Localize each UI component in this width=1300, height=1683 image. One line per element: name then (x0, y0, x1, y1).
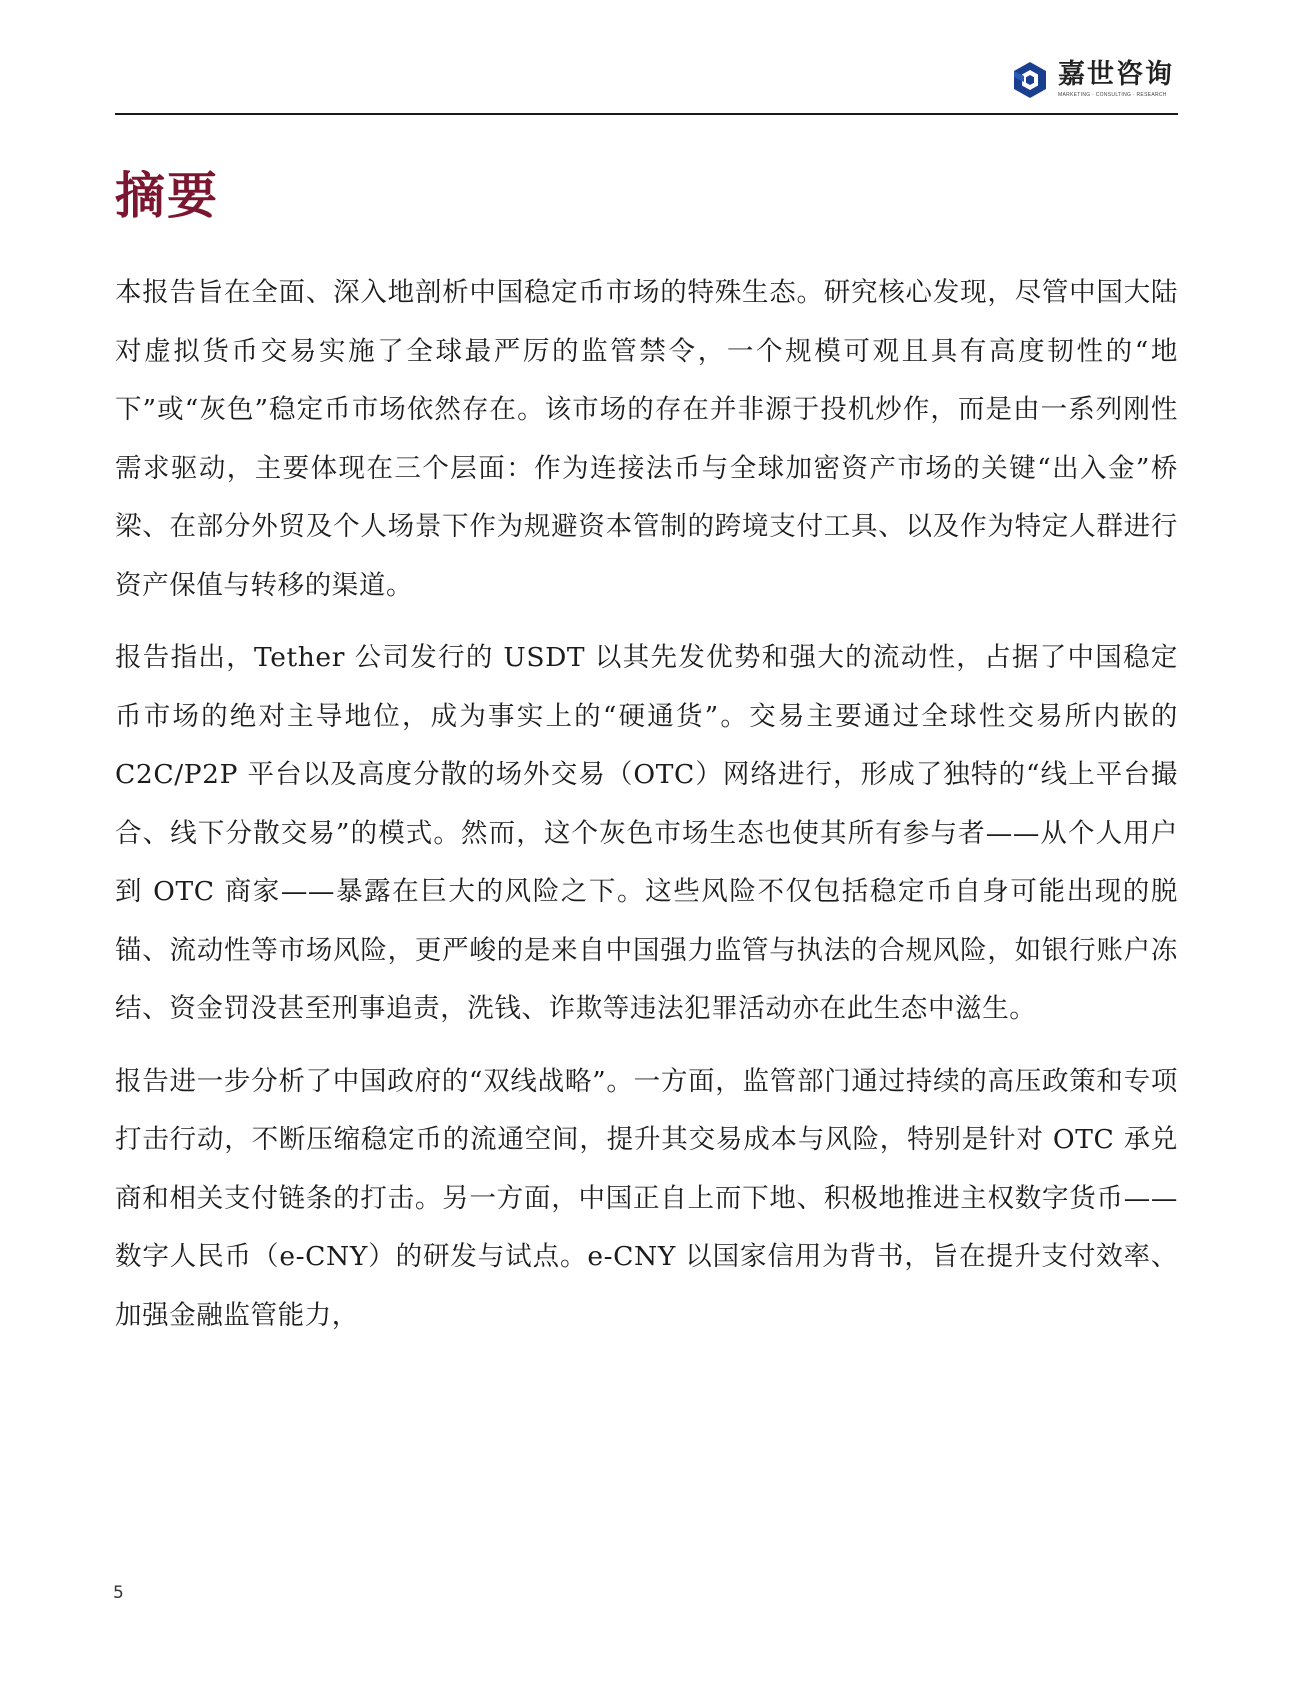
paragraph-3: 报告进一步分析了中国政府的“双线战略”。一方面，监管部门通过持续的高压政策和专项打击行动，不断压缩稳定币的流通空间，提升其交易成本与风险，特别是针对 OTC 承兑商和相关支付链条的打击。另一方面，中国正自上而下地、积极地推进主权数字货币——数字人民币（e-CNY）的研发与试点。e-CNY 以国家信用为背书，旨在提升支付效率、加强金融监管能力， (115, 1065, 1178, 1331)
page-title: 摘要 (115, 166, 219, 225)
company-logo (1010, 60, 1174, 100)
logo-mark-icon (1010, 60, 1050, 100)
page-header (115, 40, 1178, 115)
paragraph-2: 报告指出，Tether 公司发行的 USDT 以其先发优势和强大的流动性，占据了中国稳定币市场的绝对主导地位，成为事实上的“硬通货”。交易主要通过全球性交易所内嵌的 C2C/P2P 平台以及高度分散的场外交易（OTC）网络进行，形成了独特的“线上平台撮合、线下分散交易”的模式。然而，这个灰色市场生态也使其所有参与者——从个人用户到 OTC 商家——暴露在巨大的风险之下。这些风险不仅包括稳定币自身可能出现的脱锚、流动性等市场风险，更严峻的是来自中国强力监管与执法的合规风险，如银行账户冻结、资金罚没甚至刑事追责，洗钱、诈欺等违法犯罪活动亦在此生态中滋生。 (115, 642, 1178, 1024)
page-number: 5 (113, 1583, 124, 1603)
paragraph-1: 本报告旨在全面、深入地剖析中国稳定币市场的特殊生态。研究核心发现，尽管中国大陆对虚拟货币交易实施了全球最严厉的监管禁令，一个规模可观且具有高度韧性的“地下”或“灰色”稳定币市场依然存在。该市场的存在并非源于投机炒作，而是由一系列刚性需求驱动，主要体现在三个层面：作为连接法币与全球加密资产市场的关键“出入金”桥梁、在部分外贸及个人场景下作为规避资本管制的跨境支付工具、以及作为特定人群进行资产保值与转移的渠道。 (115, 277, 1178, 601)
brand-name: 嘉世咨询 (1058, 59, 1174, 90)
body-content (115, 264, 1178, 1359)
brand-tagline: MARKETING · CONSULTING · RESEARCH (1058, 92, 1167, 98)
